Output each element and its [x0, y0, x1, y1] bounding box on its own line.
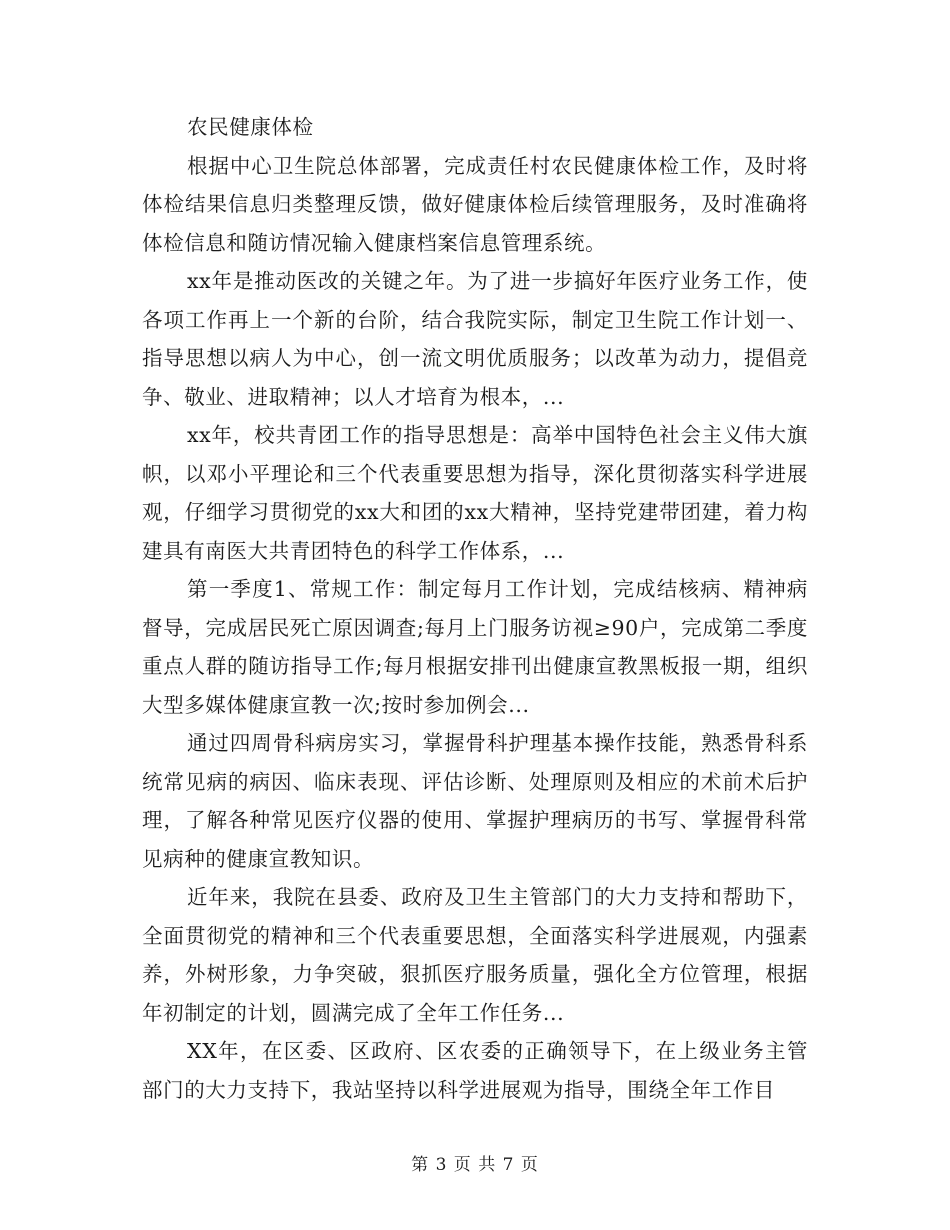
- paragraph: 近年来，我院在县委、政府及卫生主管部门的大力支持和帮助下，全面贯彻党的精神和三个代表重要思想，全面落实科学进展观，内强素养，外树形象，力争突破，狠抓医疗服务质量，强化全方位管理，根据年初制定的计划，圆满完成了全年工作任务...: [142, 885, 808, 1025]
- document-title: 农民健康体检: [187, 115, 314, 139]
- paragraph: XX年，在区委、区政府、区农委的正确领导下，在上级业务主管部门的大力支持下，我站坚持以科学进展观为指导，围绕全年工作目: [142, 1039, 808, 1102]
- paragraph: 根据中心卫生院总体部署，完成责任村农民健康体检工作，及时将体检结果信息归类整理反馈，做好健康体检后续管理服务，及时准确将体检信息和随访情况输入健康档案信息管理系统。: [142, 153, 808, 255]
- paragraph: 第一季度1、常规工作：制定每月工作计划，完成结核病、精神病督导，完成居民死亡原因调查;每月上门服务访视≥90户，完成第二季度重点人群的随访指导工作;每月根据安排刊出健康宣教黑板报一期，组织大型多媒体健康宣教一次;按时参加例会...: [142, 577, 808, 717]
- paragraph: xx年，校共青团工作的指导思想是：高举中国特色社会主义伟大旗帜，以邓小平理论和三个代表重要思想为指导，深化贯彻落实科学进展观，仔细学习贯彻党的xx大和团的xx大精神，坚持党建带团建，着力构建具有南医大共青团特色的科学工作体系，...: [142, 423, 808, 563]
- paragraph: 通过四周骨科病房实习，掌握骨科护理基本操作技能，熟悉骨科系统常见病的病因、临床表现、评估诊断、处理原则及相应的术前术后护理，了解各种常见医疗仪器的使用、掌握护理病历的书写、掌握骨科常见病种的健康宣教知识。: [142, 731, 808, 871]
- paragraph: xx年是推动医改的关键之年。为了进一步搞好年医疗业务工作，使各项工作再上一个新的台阶，结合我院实际，制定卫生院工作计划一、指导思想以病人为中心，创一流文明优质服务；以改革为动力，提倡竞争、敬业、进取精神；以人才培育为根本，...: [142, 269, 808, 409]
- document-body: [142, 108, 808, 1109]
- page-number-footer: 第 3 页 共 7 页: [411, 1155, 539, 1175]
